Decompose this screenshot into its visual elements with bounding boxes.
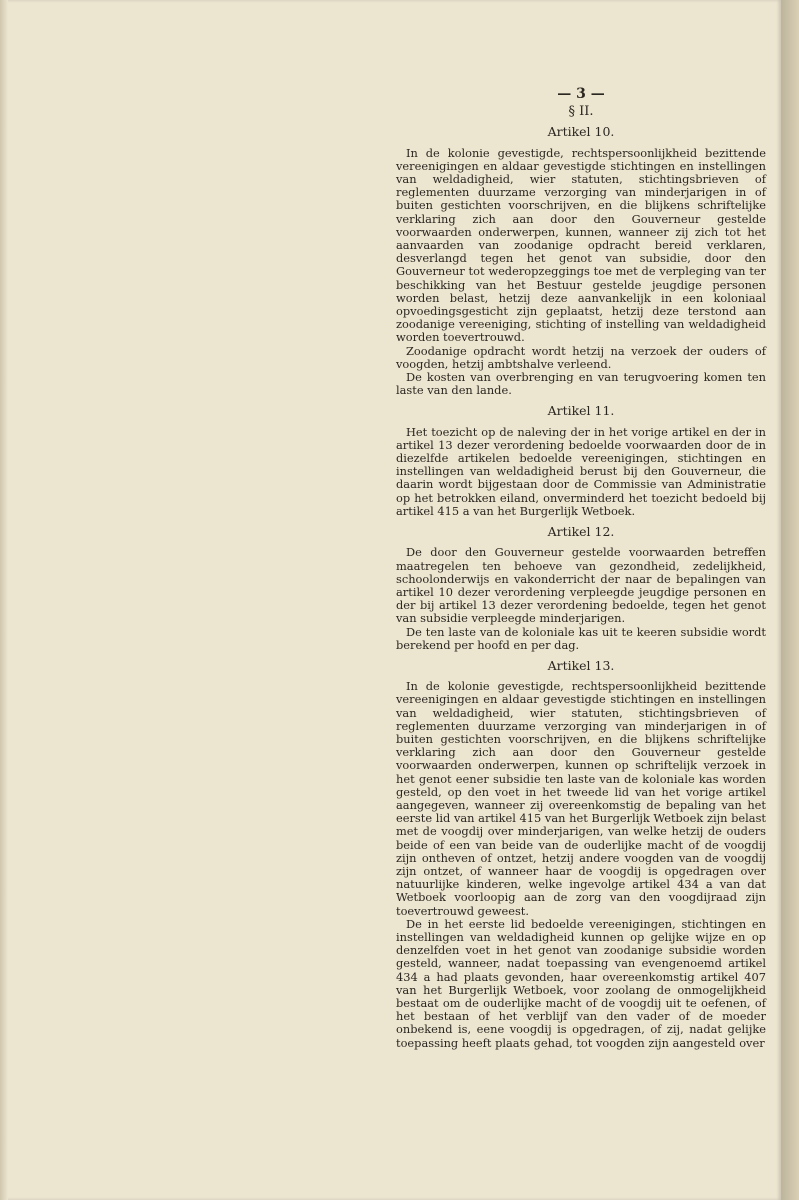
article-paragraph: In de kolonie gevestigde, rechtspersoonlijkheid bezittende vereenigingen en aldaar gevestigde stichtingen en instellingen van weldadigheid, wier statuten, stichtingsbrieven of reglementen duurzame verzorging van minderjarigen in of buiten gestichten voorschrijven, en die blijkens schriftelijke verklaring zich aan door den Gouverneur gestelde voorwaarden onderwerpen, kunnen op schriftelijk verzoek in het genot eener subsidie ten laste van de koloniale kas worden gesteld, op den voet in het tweede lid van het vorige artikel aangegeven, wanneer zij overeenkomstig de bepaling van het eerste lid van artikel 415 van het Burgerlijk Wetboek zijn belast met de voogdij over minderjarigen, van welke hetzij de ouders beide of een van beide van de ouderlijke macht of de voogdij zijn ontheven of ontzet, hetzij andere voogden van de voogdij zijn ontzet, of wanneer haar de voogdij is opgedragen over natuurlijke kinderen, welke ingevolge artikel 434 a van dat Wetboek voorloopig aan de zorg van den voogdijraad zijn toevertrouwd geweest. xyxy=(396,679,766,918)
section-heading: § II. xyxy=(568,104,594,120)
page-right-edge xyxy=(781,0,799,1200)
page-left-edge xyxy=(0,0,8,1200)
article-heading: Artikel 12. xyxy=(547,524,615,540)
article-paragraph: De door den Gouverneur gestelde voorwaarden betreffen maatregelen ten behoeve van gezondheid, zedelijkheid, schoolonderwijs en vakonderricht der naar de bepalingen van artikel 10 dezer verordening verpleegde jeugdige personen en der bij artikel 13 dezer verordening bedoelde, tegen het genot van subsidie verpleegde minderjarigen. xyxy=(396,545,766,626)
article-heading: Artikel 13. xyxy=(547,657,615,673)
article-paragraph: In de kolonie gevestigde, rechtspersoonlijkheid bezittende vereenigingen en aldaar gevestigde stichtingen en instellingen van weldadigheid, wier statuten, stichtingsbrieven of reglementen duurzame verzorging van minderjarigen in of buiten gestichten voorschrijven, en die blijkens schriftelijke verklaring zich aan door den Gouverneur gestelde voorwaarden onderwerpen, kunnen, wanneer zij zich tot het aanvaarden van zoodanige opdracht bereid verklaren, desverlangd tegen het genot van subsidie, door den Gouverneur tot wederopzeggings toe met de verpleging van ter beschikking van het Bestuur gestelde jeugdige personen worden belast, hetzij deze aanvankelijk in een koloniaal opvoedingsgesticht zijn geplaatst, hetzij deze terstond aan zoodanige vereeniging, stichting of instelling van weldadigheid worden toevertrouwd. xyxy=(396,145,766,345)
article-paragraph: De kosten van overbrenging en van terugvoering komen ten laste van den lande. xyxy=(396,370,766,398)
article-paragraph: De ten laste van de koloniale kas uit te keeren subsidie wordt berekend per hoofd en per dag. xyxy=(396,624,766,652)
article-paragraph: Het toezicht op de naleving der in het vorige artikel en der in artikel 13 dezer verordening bedoelde voorwaarden door de in diezelfde artikelen bedoelde vereenigingen, stichtingen en instellingen van weldadigheid berust bij den Gouverneur, die daarin wordt bijgestaan door de Commissie van Administratie op het betrokken eiland, onverminderd het toezicht bedoeld bij artikel 415 a van het Burgerlijk Wetboek. xyxy=(396,424,766,518)
article-heading: Artikel 11. xyxy=(547,403,615,419)
article-paragraph: De in het eerste lid bedoelde vereenigingen, stichtingen en instellingen van weldadigheid kunnen op gelijke wijze en op denzelfden voet in het genot van zoodanige subsidie worden gesteld, wanneer, nadat toepassing van evengenoemd artikel 434 a had plaats gevonden, haar overeenkomstig artikel 407 van het Burgerlijk Wetboek, voor zoolang de onmogelijkheid bestaat om de ouderlijke macht of de voogdij uit te oefenen, of het bestaan of het verblijf van den vader of de moeder onbekend is, eene voogdij is opgedragen, of zij, nadat gelijke toepassing heeft plaats gehad, tot voogden zijn aangesteld over xyxy=(396,916,766,1050)
article-13 xyxy=(396,659,766,1050)
article-10 xyxy=(396,125,766,397)
text-column xyxy=(396,88,766,1050)
page-number: — 3 — xyxy=(557,86,605,102)
article-12 xyxy=(396,525,766,652)
article-paragraph: Zoodanige opdracht wordt hetzij na verzoek der ouders of voogden, hetzij ambtshalve verleend. xyxy=(396,343,766,371)
article-heading: Artikel 10. xyxy=(547,124,615,140)
article-11 xyxy=(396,404,766,518)
